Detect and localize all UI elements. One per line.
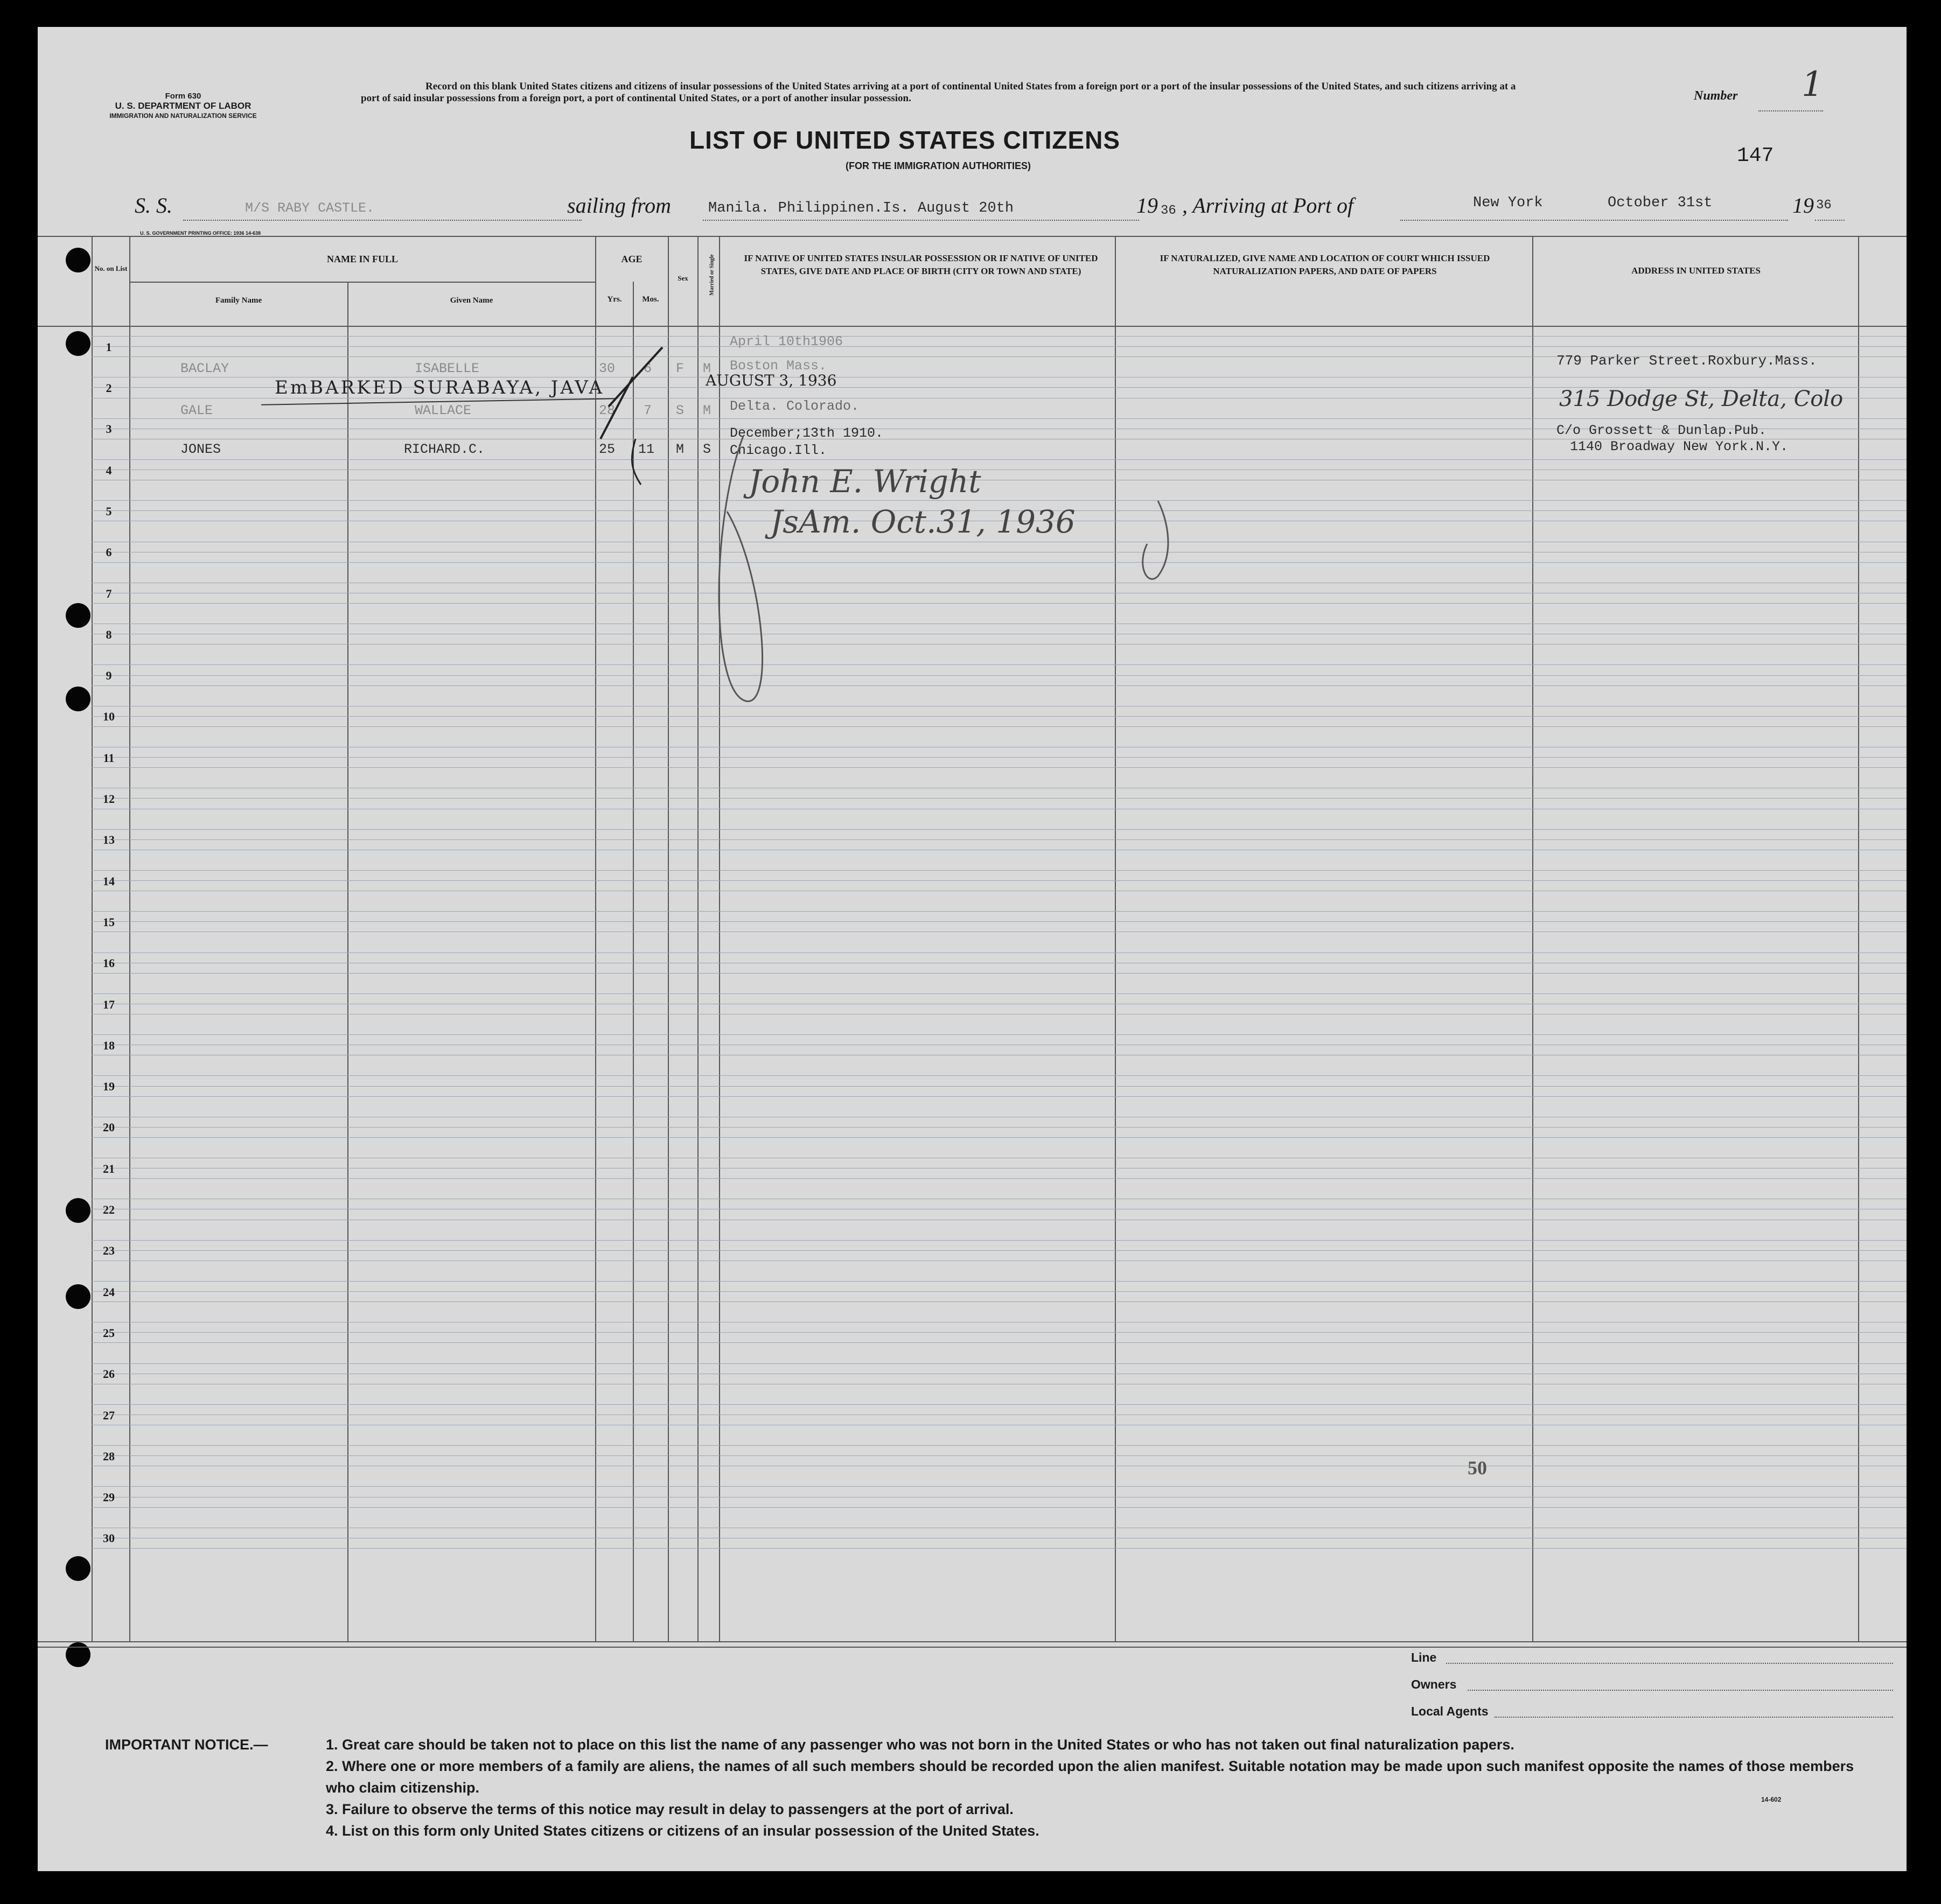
header-mos: Mos.: [642, 295, 659, 304]
page-number: 147: [1737, 144, 1774, 167]
header-name-in-full: NAME IN FULL: [326, 254, 398, 264]
punch-hole: [66, 1284, 90, 1309]
punch-hole: [66, 1642, 90, 1667]
ruling-line: [92, 1486, 1907, 1487]
row-number: 23: [103, 1244, 115, 1258]
number-value: 1: [1802, 65, 1824, 104]
row-number: 29: [103, 1490, 115, 1504]
ruling-line: [92, 1332, 1907, 1333]
ruling-line: [92, 767, 1907, 768]
form-code: 14-602: [1761, 1796, 1782, 1803]
entry-family-name: GALE: [180, 403, 213, 418]
embarked-annotation: EmBARKED SURABAYA, JAVA: [275, 377, 605, 398]
form-number: Form 630: [165, 92, 201, 101]
row-number: 6: [106, 545, 112, 559]
inspector-signature: John E. Wright: [749, 463, 981, 500]
entry-age-mos: 11: [638, 442, 655, 457]
ruling-line: [92, 1363, 1907, 1364]
entry-sex: F: [676, 361, 685, 376]
entry-age-yrs: 25: [599, 442, 616, 457]
entry-address: C/o Grossett & Dunlap.Pub.: [1556, 423, 1767, 438]
number-field: [1694, 65, 1834, 104]
row-number: 4: [106, 463, 112, 477]
ruling-line: [92, 911, 1907, 912]
punch-hole: [66, 1556, 90, 1581]
ruling-line: [92, 870, 1907, 871]
arriving-label: , Arriving at Port of: [1182, 193, 1354, 218]
header-age: AGE: [621, 254, 643, 264]
row-number: 12: [103, 792, 115, 806]
notice-item-3: 3. Failure to observe the terms of this notice may result in delay to passengers at the port of arrival.: [326, 1801, 1014, 1817]
header-family-name: Family Name: [215, 296, 262, 305]
table-top-border: [38, 236, 1907, 237]
entry-address: 779 Parker Street.Roxbury.Mass.: [1556, 353, 1817, 369]
entry-age-yrs: 30: [599, 361, 616, 376]
entry-family-name: JONES: [180, 442, 221, 457]
entry-birth-date: April 10th1906: [730, 334, 843, 349]
ruling-line: [92, 1127, 1907, 1128]
header-native: IF NATIVE OF UNITED STATES INSULAR POSSESSION OR IF NATIVE OF UNITED STATES, GIVE DATE AND PLACE OF BIRTH (CITY OR TOWN AND STATE): [744, 253, 1098, 276]
entry-birth-place: Boston Mass.: [730, 358, 827, 374]
header-sex: Sex: [678, 274, 688, 282]
row-number: 27: [103, 1408, 115, 1422]
header-yrs: Yrs.: [607, 295, 622, 304]
ruling-line: [92, 880, 1907, 881]
ruling-line: [92, 1178, 1907, 1179]
ruling-line: [92, 1086, 1907, 1087]
row-number: 20: [103, 1121, 115, 1135]
row-number: 9: [106, 669, 112, 683]
row-number: 26: [103, 1367, 115, 1381]
row-number: 13: [103, 833, 115, 847]
entry-given-name: WALLACE: [415, 403, 472, 418]
signature-date: JsAm. Oct.31, 1936: [770, 503, 1076, 540]
row-number: 2: [106, 381, 112, 395]
punch-hole: [66, 331, 90, 356]
entry-address-handwritten: 315 Dodge St, Delta, Colo: [1559, 387, 1844, 411]
ruling-line: [92, 1301, 1907, 1302]
footer-owners-label: Owners: [1411, 1677, 1457, 1691]
punch-hole: [66, 248, 90, 272]
ruling-line: [92, 829, 1907, 830]
entry-address-line2: 1140 Broadway New York.N.Y.: [1570, 439, 1789, 454]
ruling-line: [92, 798, 1907, 799]
printing-office-note: U. S. GOVERNMENT PRINTING OFFICE: 1936 14-638: [140, 230, 261, 236]
ruling-line: [92, 839, 1907, 840]
entry-marital: S: [703, 442, 711, 457]
row-number: 24: [103, 1285, 115, 1299]
number-label: Number: [1694, 89, 1738, 103]
ruling-line: [92, 1291, 1907, 1292]
sailing-from: Manila. Philippinen.Is. August 20th: [708, 200, 1014, 216]
header-address: ADDRESS IN UNITED STATES: [1631, 265, 1761, 276]
ruling-line: [92, 1445, 1907, 1446]
row-number: 11: [103, 751, 115, 765]
footer-local-agents-label: Local Agents: [1411, 1704, 1489, 1718]
row-number: 17: [103, 997, 115, 1011]
ruling-line: [92, 1075, 1907, 1076]
year-prefix-departure: 19: [1136, 193, 1158, 218]
row-number: 30: [103, 1531, 115, 1545]
row-number: 8: [106, 627, 112, 641]
stamp-number: 50: [1468, 1457, 1487, 1479]
notice-label: IMPORTANT NOTICE.—: [105, 1737, 268, 1753]
ruling-line: [92, 993, 1907, 994]
form-identifier: [67, 92, 299, 121]
footer-line-label: Line: [1411, 1650, 1437, 1664]
row-number: 19: [103, 1080, 115, 1094]
arrival-date: October 31st: [1608, 195, 1713, 211]
ruling-line: [92, 1137, 1907, 1138]
ruling-line: [92, 973, 1907, 974]
page-subtitle: (FOR THE IMMIGRATION AUTHORITIES): [846, 160, 1031, 171]
row-number: 5: [106, 504, 112, 518]
entry-birth-place: Delta. Colorado.: [730, 398, 860, 414]
row-number: 1: [106, 340, 112, 354]
entry-age-mos: 7: [644, 403, 652, 418]
header-married-single: Married or Single: [709, 254, 715, 296]
entry-birth-place: Chicago.Ill.: [730, 443, 827, 458]
ruling-line: [92, 1240, 1907, 1241]
header-given-name: Given Name: [450, 296, 493, 305]
ruling-line: [92, 1507, 1907, 1508]
entry-sex: M: [676, 442, 685, 457]
row-number: 3: [106, 422, 112, 436]
row-number: 28: [103, 1449, 115, 1463]
punch-hole: [66, 687, 90, 711]
entry-sex: S: [676, 403, 685, 418]
ruling-line: [92, 1342, 1907, 1343]
ruling-line: [92, 1281, 1907, 1282]
entry-given-name: RICHARD.C.: [404, 442, 485, 457]
instructions-text: Record on this blank United States citizens and citizens of insular possessions of the United States arriving at a port of continental United States from a foreign port or a port of the insular possessions of the United States, and such citizens arriving at a port of said insular possessions from a foreign port, a port of continental United States, or a port of another insular possession.: [361, 81, 1516, 104]
entry-marital: M: [703, 361, 711, 376]
arrival-port: New York: [1473, 195, 1543, 211]
year-departure: 36: [1161, 204, 1176, 218]
header-naturalized: IF NATURALIZED, GIVE NAME AND LOCATION OF COURT WHICH ISSUED NATURALIZATION PAPERS, AND DATE OF PAPERS: [1160, 253, 1490, 276]
ruling-line: [92, 921, 1907, 922]
entry-age-yrs: 28: [599, 403, 616, 418]
ruling-line: [92, 1096, 1907, 1097]
ruling-line: [92, 1548, 1907, 1549]
year-prefix-arrival: 19: [1792, 193, 1814, 218]
ss-label: S. S.: [135, 193, 172, 218]
entry-family-name: BACLAY: [180, 361, 229, 376]
ruling-line: [92, 1455, 1907, 1456]
row-number: 16: [103, 956, 115, 970]
year-arrival: 36: [1816, 198, 1832, 213]
entry-birth-date: December;13th 1910.: [730, 425, 884, 441]
row-number: 21: [103, 1161, 115, 1175]
ruling-line: [92, 1404, 1907, 1405]
notice-item-2: 2. Where one or more members of a family are aliens, the names of all such members should be recorded upon the alien manifest. Suitable notation may be made upon such manifest opposite the names of those members who claim citizenship.: [326, 1758, 1854, 1796]
row-number: 15: [103, 915, 115, 929]
punch-hole: [66, 603, 90, 628]
row-number: 25: [103, 1326, 115, 1340]
embarked-date-annotation: AUGUST 3, 1936: [706, 372, 837, 389]
entry-marital: M: [703, 403, 711, 418]
entry-given-name: ISABELLE: [415, 361, 480, 376]
punch-hole: [66, 1198, 90, 1223]
ship-name: M/S RABY CASTLE.: [245, 200, 375, 216]
page-title: LIST OF UNITED STATES CITIZENS: [689, 126, 1121, 154]
entry-age-mos: 6: [644, 361, 652, 376]
row-number: 10: [103, 710, 115, 724]
row-number: 14: [103, 874, 115, 888]
document-page: [38, 27, 1907, 1871]
row-number: 22: [103, 1203, 115, 1216]
header-no-on-list: No. on List: [94, 264, 128, 272]
notice-item-4: 4. List on this form only United States citizens or citizens of an insular possession of the United States.: [326, 1823, 1039, 1839]
department-name: U. S. DEPARTMENT OF LABOR: [115, 101, 252, 111]
ruling-line: [92, 1034, 1907, 1035]
ruling-line: [92, 1250, 1907, 1251]
row-number: 18: [103, 1038, 115, 1052]
service-name: IMMIGRATION AND NATURALIZATION SERVICE: [109, 112, 257, 120]
signature-strokes: [587, 307, 1179, 765]
sailing-label: sailing from: [567, 193, 671, 218]
row-number: 7: [106, 586, 112, 600]
notice-item-1: 1. Great care should be taken not to place on this list the name of any passenger who was not born in the United States or who has not taken out final naturalization papers.: [326, 1737, 1514, 1753]
